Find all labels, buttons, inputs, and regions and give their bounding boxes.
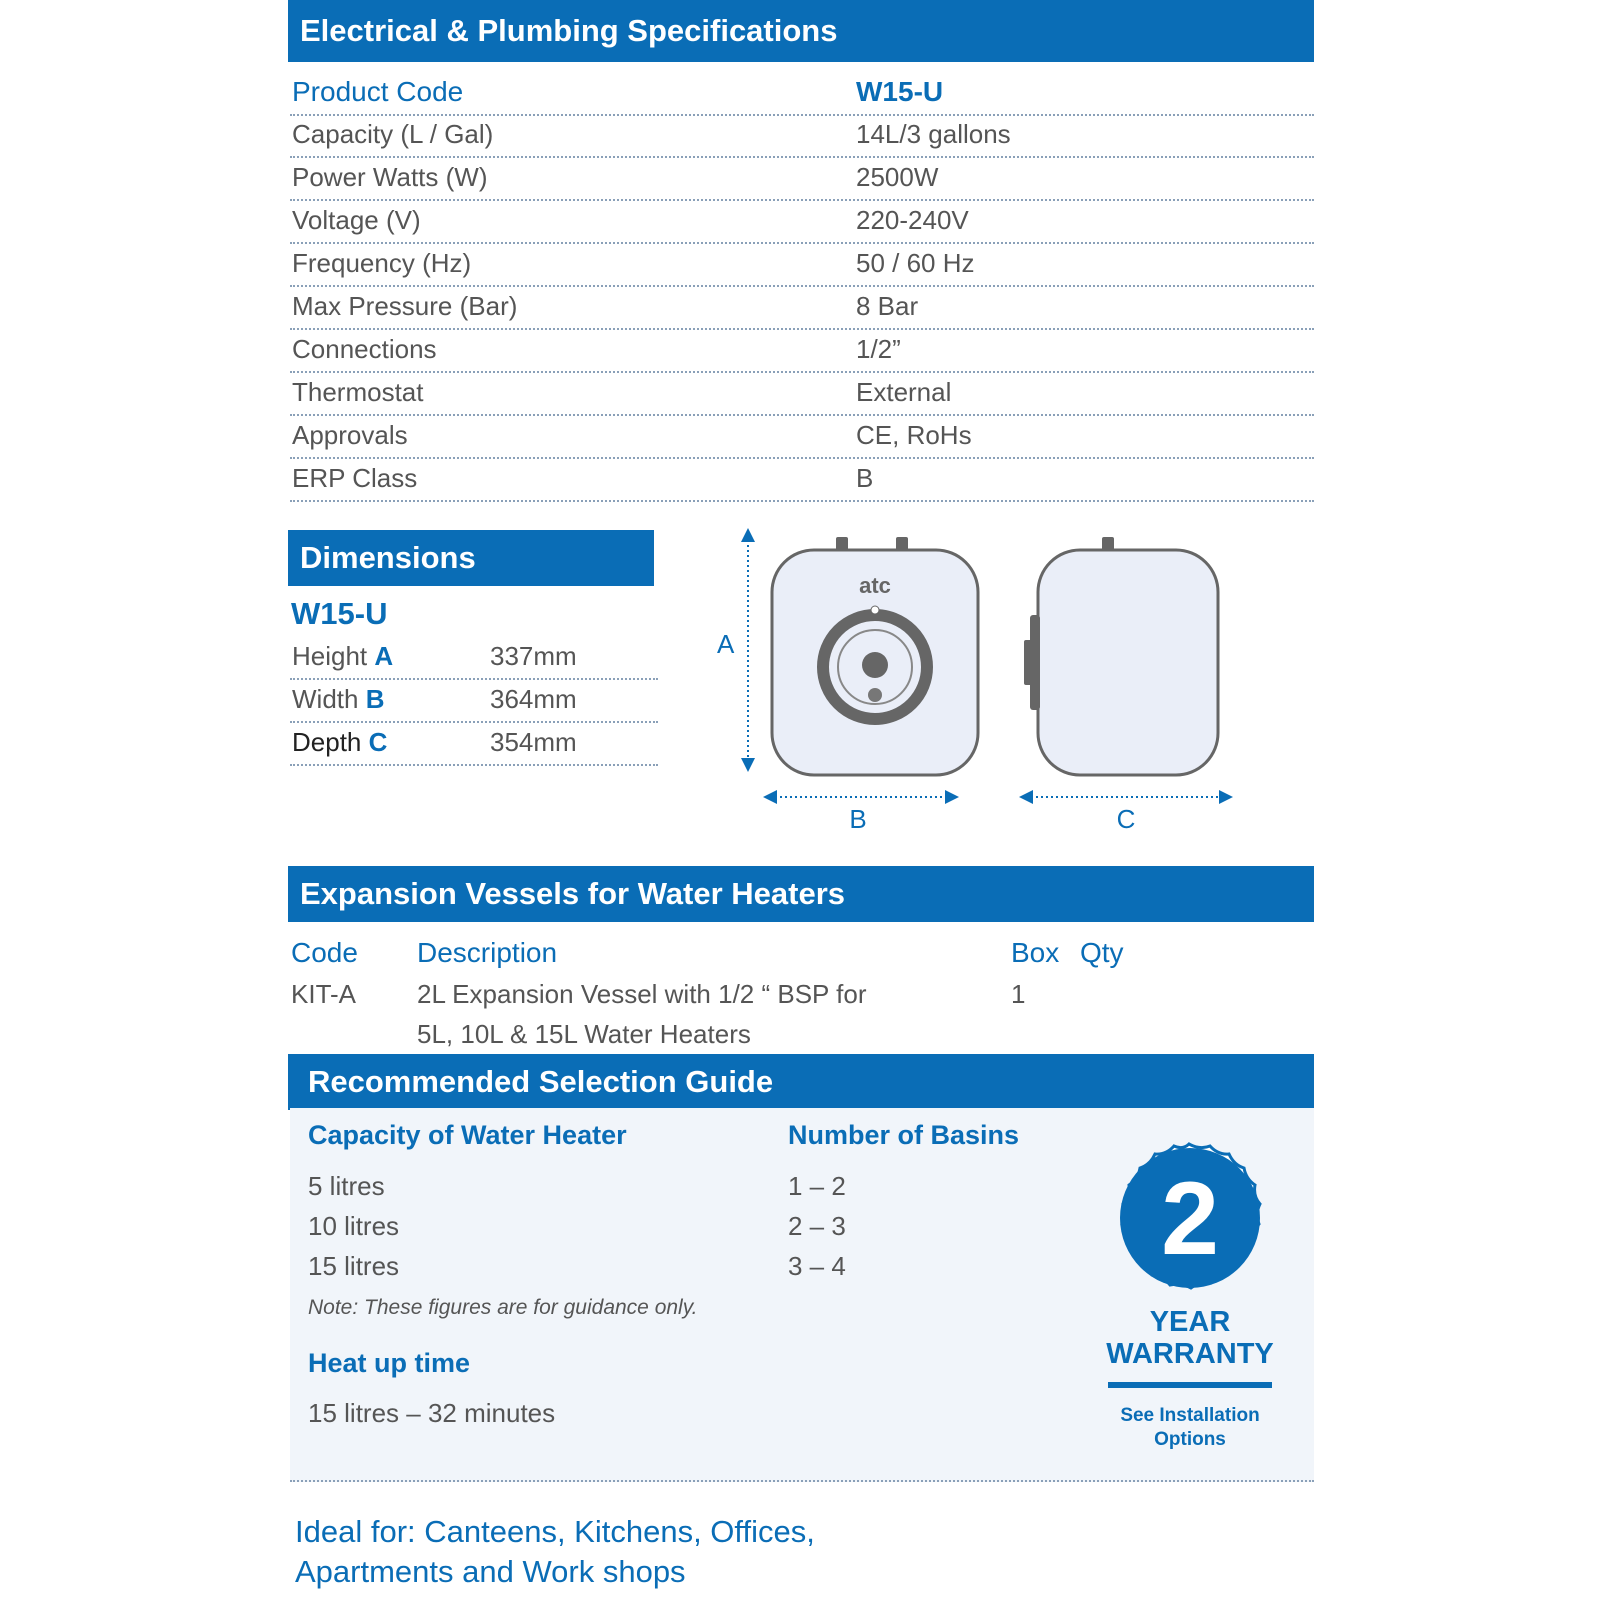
dimensions-title-bar xyxy=(288,530,654,586)
expansion-code: KIT-A xyxy=(291,979,357,1009)
warranty-line2: WARRANTY xyxy=(1106,1338,1274,1370)
dimension-row xyxy=(290,679,658,723)
guide-note: Note: These figures are for guidance only. xyxy=(308,1296,698,1319)
spec-row-label: Capacity (L / Gal) xyxy=(292,119,494,149)
spec-row-label: Max Pressure (Bar) xyxy=(292,291,518,321)
dimension-letter: C xyxy=(368,727,388,757)
spec-row-value: 50 / 60 Hz xyxy=(856,248,975,278)
spec-header-row xyxy=(290,72,1314,116)
dimension-label: Width xyxy=(292,684,359,714)
spec-row xyxy=(290,329,1314,373)
heat-up-heading: Heat up time xyxy=(308,1348,471,1378)
guide-capacity: 10 litres xyxy=(308,1211,400,1241)
spec-row xyxy=(290,286,1314,330)
dimension-letter: B xyxy=(365,684,385,714)
spec-row xyxy=(290,200,1314,244)
spec-row xyxy=(290,372,1314,416)
ideal-for-line1: Ideal for: Canteens, Kitchens, Offices, xyxy=(295,1514,815,1549)
spec-row xyxy=(290,243,1314,287)
dimension-value: 354mm xyxy=(490,727,577,757)
spec-row xyxy=(290,114,1314,158)
guide-basins: 3 – 4 xyxy=(788,1251,846,1281)
spec-row xyxy=(290,458,1314,502)
installation-options-line2: Options xyxy=(1154,1429,1226,1450)
guide-basins: 1 – 2 xyxy=(788,1171,846,1201)
spec-row-value: 1/2” xyxy=(856,334,901,364)
spec-row-value: B xyxy=(856,463,874,493)
expansion-title: Expansion Vessels for Water Heaters xyxy=(300,876,846,911)
spec-row-value: 2500W xyxy=(856,162,939,192)
heater-side xyxy=(1024,537,1218,775)
spec-row-value: CE, RoHs xyxy=(856,420,972,450)
label-c: C xyxy=(1116,804,1136,834)
guide-title-bar xyxy=(288,1054,1314,1110)
installation-options-link[interactable] xyxy=(1098,1404,1282,1452)
spec-header-label: Product Code xyxy=(292,76,464,107)
spec-row-value: External xyxy=(856,377,952,407)
dimension-label: Height xyxy=(292,641,368,671)
dimensions-title: Dimensions xyxy=(300,540,476,575)
label-a: A xyxy=(717,629,735,659)
expansion-qty: 1 xyxy=(1011,979,1026,1009)
spec-header-value: W15-U xyxy=(856,76,944,107)
guide-basins: 2 – 3 xyxy=(788,1211,846,1241)
expansion-header-code: Code xyxy=(291,937,358,968)
guide-title: Recommended Selection Guide xyxy=(308,1064,774,1099)
expansion-title-bar xyxy=(288,866,1314,922)
warranty-badge-icon xyxy=(1098,1130,1280,1312)
dimensions-model: W15-U xyxy=(291,596,388,631)
warranty-line1: YEAR xyxy=(1149,1306,1231,1338)
warranty-underline xyxy=(1108,1382,1272,1388)
expansion-description-line1: 2L Expansion Vessel with 1/2 “ BSP for xyxy=(417,979,867,1009)
heater-front xyxy=(772,537,978,775)
installation-options-line1: See Installation xyxy=(1120,1405,1260,1426)
dimension-letter: A xyxy=(374,641,394,671)
spec-row xyxy=(290,415,1314,459)
dimension-row xyxy=(290,636,658,680)
expansion-header-box: Box xyxy=(1011,937,1060,968)
spec-row-label: Voltage (V) xyxy=(292,205,421,235)
guide-col1-heading: Capacity of Water Heater xyxy=(308,1120,627,1150)
dimension-value: 337mm xyxy=(490,641,577,671)
guide-capacity: 15 litres xyxy=(308,1251,400,1281)
expansion-header-description: Description xyxy=(417,937,558,968)
spec-row-value: 8 Bar xyxy=(856,291,919,321)
spec-title-bar xyxy=(288,0,1314,62)
spec-row-label: Approvals xyxy=(292,420,408,450)
guide-col2-heading: Number of Basins xyxy=(788,1120,1020,1150)
expansion-description-line2: 5L, 10L & 15L Water Heaters xyxy=(417,1019,751,1049)
spec-row-label: Thermostat xyxy=(292,377,424,407)
dimension-label: Depth xyxy=(292,727,362,757)
label-b: B xyxy=(849,804,867,834)
spec-row-label: ERP Class xyxy=(292,463,418,493)
dimension-value: 364mm xyxy=(490,684,577,714)
spec-title: Electrical & Plumbing Specifications xyxy=(300,13,838,48)
heater-diagram xyxy=(690,525,1250,845)
heat-up-value: 15 litres – 32 minutes xyxy=(308,1398,556,1428)
brand-logo: atc xyxy=(859,573,891,598)
dimension-row xyxy=(290,722,658,766)
ideal-for-line2: Apartments and Work shops xyxy=(295,1554,686,1589)
spec-row-label: Frequency (Hz) xyxy=(292,248,472,278)
guide-capacity: 5 litres xyxy=(308,1171,385,1201)
spec-row-label: Power Watts (W) xyxy=(292,162,488,192)
expansion-header-qty: Qty xyxy=(1080,937,1124,968)
spec-row-value: 220-240V xyxy=(856,205,969,235)
warranty-number: 2 xyxy=(1161,1161,1219,1277)
spec-row-label: Connections xyxy=(292,334,437,364)
spec-row xyxy=(290,157,1314,201)
spec-row-value: 14L/3 gallons xyxy=(856,119,1011,149)
